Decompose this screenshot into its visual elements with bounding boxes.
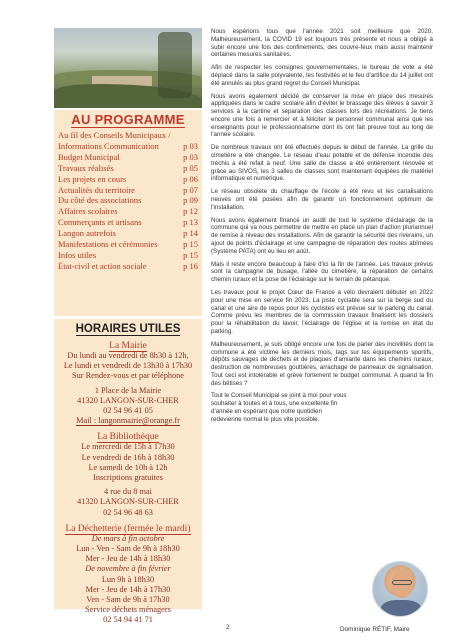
decheterie-hours: Mer - Jeu de 14h à 17h30 <box>85 584 171 594</box>
decheterie-hours: Ven - Sam de 9h à 17h30 <box>86 595 170 605</box>
mairie-hours: Le lundi et vendredi de 13h30 à 17h30 <box>63 361 193 371</box>
mairie-city: 41320 LANGON-SUR-CHER <box>77 395 179 405</box>
decheterie-phone: 02 54 94 41 71 <box>103 615 153 625</box>
editorial-paragraph: De nombreux travaux ont été effectués depuis le début de l'année. La grille du cimetière a été changée. Le réseau d'eau potable et de défense incendie des tréchis a été refait à neuf. Une salle de classe a été entièrement rénovée et grâce au SIVOS, les 3 salles de classes sont maintenant équipées de matériel informatique et numérique. <box>211 144 433 183</box>
toc-item[interactable]: Affaires scolaires p 12 <box>58 206 198 217</box>
bibliotheque-hours: Le mercredi de 15h à 17h30 <box>81 442 175 452</box>
toc-item[interactable]: Manifestations et cérémonies p 15 <box>58 239 198 250</box>
editorial-paragraph: Nous avons également financé un audit de tout le système d'éclairage de la commune qui va nous permettre de mettre en place un plan d'action pluriannuel de remise à niveau des installations. Afin de garantir la sécurité des riverains, un ajout de points d'éclairage et une campagne de réparation des routes abîmées (Système PATA) ont eu lieu en août. <box>211 216 433 255</box>
page-number: 2 <box>226 624 230 631</box>
editorial-column <box>211 28 433 429</box>
editorial-paragraph: Le réseau obsolète du chauffage de l'école a été revu et les canalisations neuves ont été posées afin de garantir un fonctionnement optimum de l'installation. <box>211 188 433 211</box>
editorial-paragraph: Nous avons également décidé de conserver la mise en place des mesures appliquées dans le cadre scolaire afin d'éviter le brassage des élèves à savoir 3 services à la cantine et séparation des classes lors des récréations. Je tiens encore une fois à remercier et à féliciter le personnel communal ainsi que les enseignants pour le professionnalisme dont ils ont fait preuve tout au long de l'année scolaire. <box>211 92 433 139</box>
bibliotheque-address: 4 rue du 8 mai <box>104 487 152 497</box>
mairie-email-link[interactable]: Mail : langonmairie@orange.fr <box>76 416 180 426</box>
decheterie-summer-title: De mars à fin octobre <box>91 533 165 543</box>
editorial-paragraph: Afin de respecter les consignes gouvernementales, le bureau de vote a été déplacé dans la salle polyvalente, les festivités et le feu d'artifice du 14 juillet ont été annulés au plus grand regret du Conseil Municipal. <box>211 64 433 87</box>
bibliotheque-note: Inscriptions gratuites <box>93 473 163 483</box>
editorial-paragraph: Mais il reste encore beaucoup à faire d'ici la fin de l'année. Les travaux prévus sont la campagne de busage, l'allée du cimetière, la réparation de certains chemin ruraux et la pose de l'éclairage sur le terrain de pétanque. <box>211 260 433 284</box>
editorial-paragraph: Les travaux pour le projet Cœur de France à vélo devraient débuter en 2022 pour une mise en service fin 2023. La piste cyclable sera sur la berge sud du canal et une aire de repos pour les cyclistes est prévue sur le parking du canal. Comme prévu les membres de la commission travaux finalisent les dossiers pour la réhabilitation du lavoir, l'éclairage de l'église et la remise en état du parking. <box>211 289 433 335</box>
mairie-hours: Du lundi au vendredi de 8h30 à 12h, <box>67 351 189 360</box>
toc-item[interactable]: Au fil des Conseils Municipaux / <box>58 130 171 140</box>
toc-item[interactable]: Actualités du territoire p 07 <box>58 184 198 195</box>
village-landscape-photo <box>54 28 202 108</box>
decheterie-hours: Lun - Ven - Sam de 9h à 18h30 <box>76 544 180 554</box>
toc-item[interactable]: Budget Municipal p 03 <box>58 151 198 162</box>
mayor-portrait <box>372 561 428 617</box>
bibliotheque-hours: Le samedi de 10h à 12h <box>88 462 168 472</box>
closing-paragraph: Tout le Conseil Municipal se joint à moi pour vous souhaiter à toutes et à tous, une excellente fin d'année en espérant que notre quotidien redevienne normal le plus vite possible. <box>211 392 347 423</box>
horaires-title: HORAIRES UTILES <box>75 323 181 335</box>
table-of-contents <box>58 130 198 272</box>
programme-title: AU PROGRAMME <box>71 112 185 127</box>
toc-item[interactable]: Informations Communication p 03 <box>58 140 198 151</box>
decheterie-winter-title: De novembre à fin février <box>85 564 171 574</box>
bibliotheque-phone: 02 54 96 48 63 <box>103 507 153 517</box>
editorial-paragraph: Malheureusement, je suis obligé encore une fois de parler des incivilités dont la commune a été victime les derniers mois, tags sur les équipements sportifs, dépôts sauvages de déchets et de plaques d'amiante dans les chemins ruraux, destruction de nombreuses gouttières, arrachage de panneaux de signalisation. Tout ceci est intolérable et grève fortement le budget communal. A quand la fin des bêtises ? <box>211 340 433 387</box>
toc-item[interactable]: Infos utiles p 15 <box>58 249 198 260</box>
decheterie-service: Service déchets ménagers <box>85 605 171 615</box>
mairie-hours: Sur Rendez-vous et par téléphone <box>72 371 184 381</box>
horaires-box <box>54 319 202 625</box>
toc-item[interactable]: Les projets en cours p 06 <box>58 173 198 184</box>
bibliotheque-hours: Le vendredi de 16h à 18h30 <box>81 452 175 462</box>
decheterie-hours: Mer - Jeu de 14h à 18h30 <box>85 554 171 564</box>
toc-item[interactable]: Commerçants et artisans p 13 <box>58 217 198 228</box>
toc-item[interactable]: Langon autrefois p 14 <box>58 228 198 239</box>
mairie-phone: 02 54 96 41 05 <box>103 406 153 416</box>
bibliotheque-city: 41320 LANGON-SUR-CHER <box>77 497 179 507</box>
left-column <box>54 28 202 625</box>
decheterie-title: La Déchetterie (fermée le mardi) <box>65 523 191 534</box>
mayor-signature: Dominique RÉTIF, Maire <box>340 626 410 633</box>
mairie-title: La Mairie <box>109 341 147 351</box>
toc-item[interactable]: Du côté des associations p 09 <box>58 195 198 206</box>
bibliotheque-title: La Bibliothèque <box>97 432 159 443</box>
decheterie-hours: Lun 9h à 18h30 <box>101 574 155 584</box>
closing-block <box>211 392 351 423</box>
toc-item[interactable]: Travaux réalisés p 05 <box>58 162 198 173</box>
mairie-address: 1 Place de la Mairie <box>94 385 162 395</box>
toc-item[interactable]: État-civil et action sociale p 16 <box>58 260 198 271</box>
editorial-paragraph: Nous espérions tous que l'année 2021 soit meilleure que 2020. Malheureusement, la COVID 19 est toujours très présente et nous a obligé à subir encore une fois des confinements, des couvre-feux mais aussi maintenir certaines mesures sanitaires. <box>211 28 433 59</box>
programme-box <box>54 110 202 316</box>
